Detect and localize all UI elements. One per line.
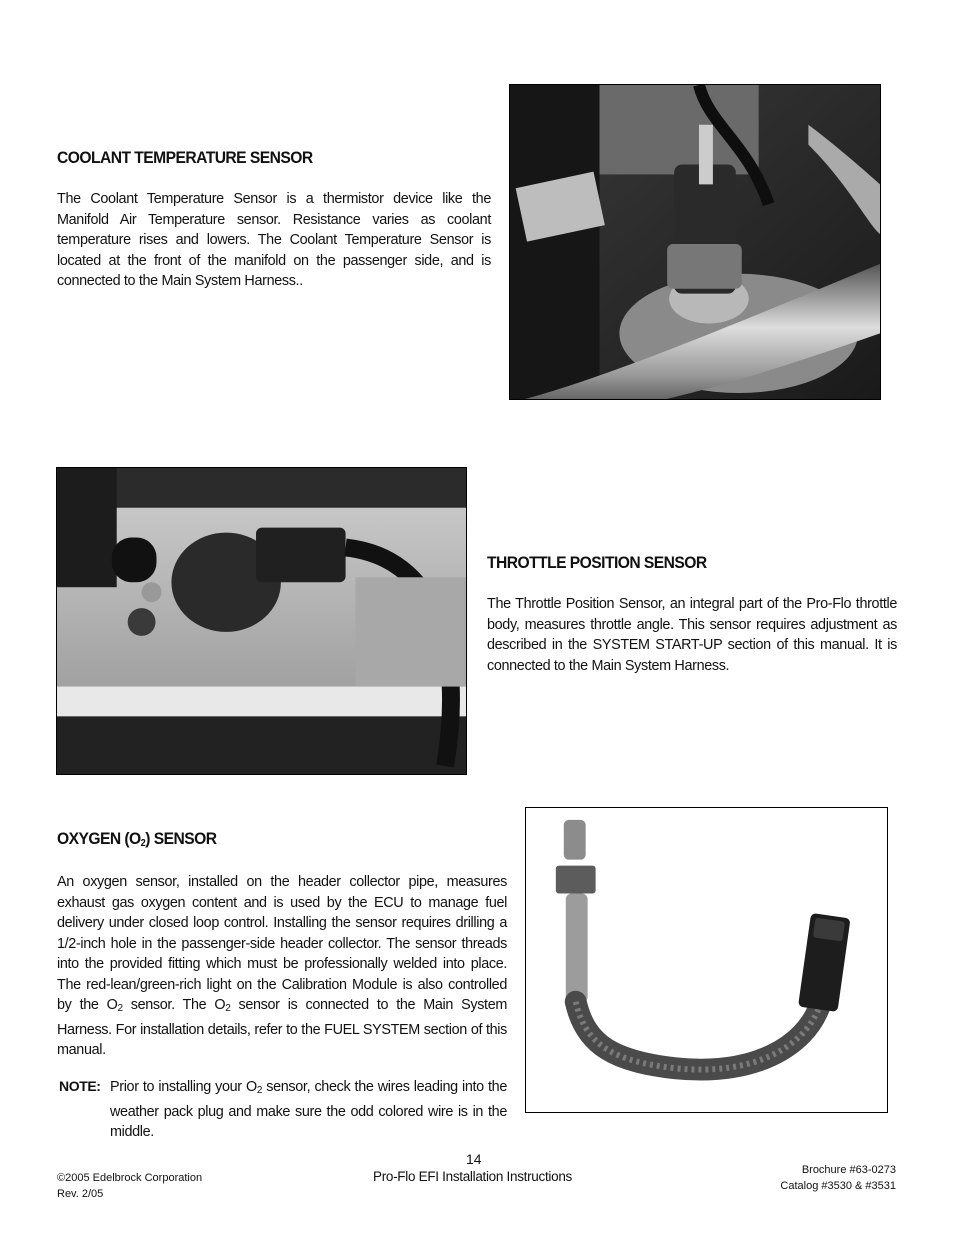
note-sub: 2 bbox=[256, 1085, 263, 1096]
note-label: NOTE: bbox=[59, 1078, 101, 1094]
oxygen-text-2: sensor. The O bbox=[122, 997, 226, 1013]
oxygen-heading-post: ) SENSOR bbox=[145, 829, 217, 848]
footer-right bbox=[780, 1162, 896, 1194]
oxygen-text-3: sensor is connected to the Main System Harness. For installation details, refer to the FUEL SYSTEM section of this manual. bbox=[57, 997, 507, 1058]
footer-left bbox=[57, 1170, 202, 1202]
oxygen-text-sub-1: 2 bbox=[117, 1003, 123, 1014]
oxygen-heading bbox=[57, 829, 216, 849]
throttle-paragraph: The Throttle Position Sensor, an integral part of the Pro-Flo throttle body, measures throttle angle. This sensor requires adjustment as described in the SYSTEM START-UP section of this manual. It is connected to the Main System Harness. bbox=[487, 596, 897, 674]
oxygen-text-sub-2: 2 bbox=[225, 1003, 231, 1014]
catalog-number: Catalog #3530 & #3531 bbox=[780, 1180, 896, 1192]
coolant-sensor-photo bbox=[509, 84, 881, 400]
oxygen-heading-sub: 2 bbox=[140, 838, 146, 849]
oxygen-text-1: An oxygen sensor, installed on the header collector pipe, measures exhaust gas oxygen content and is used by the ECU to manage fuel delivery under closed loop control. Installing the sensor requires drilling a 1/2-inch hole in the passenger-side header collector. The sensor threads into the provided fitting which must be professionally welded into place. The red-lean/green-rich light on the Calibration Module is also controlled by the O bbox=[57, 874, 507, 1013]
coolant-heading: COOLANT TEMPERATURE SENSOR bbox=[57, 148, 313, 167]
page-number: 14 bbox=[466, 1151, 482, 1167]
brochure-number: Brochure #63-0273 bbox=[801, 1164, 896, 1176]
copyright: ©2005 Edelbrock Corporation bbox=[57, 1172, 203, 1184]
oxygen-heading-pre: OXYGEN (O bbox=[57, 829, 141, 848]
throttle-sensor-photo bbox=[56, 467, 467, 775]
footer-title: Pro-Flo EFI Installation Instructions bbox=[373, 1169, 572, 1184]
oxygen-sensor-photo bbox=[525, 807, 888, 1113]
oxygen-paragraph bbox=[57, 872, 507, 1061]
note-paragraph bbox=[110, 1077, 507, 1143]
revision: Rev. 2/05 bbox=[57, 1188, 104, 1200]
throttle-heading: THROTTLE POSITION SENSOR bbox=[487, 553, 707, 572]
note-text-2: sensor, check the wires leading into the weather pack plug and make sure the odd colored wire is in the middle. bbox=[110, 1079, 507, 1140]
note-text-1: Prior to installing your O bbox=[110, 1079, 257, 1095]
coolant-paragraph: The Coolant Temperature Sensor is a thermistor device like the Manifold Air Temperature sensor. Resistance varies as coolant temperature rises and lowers. The Coolant Temperature Sensor is located at the front of the manifold on the passenger side, and is connected to the Main System Harness.. bbox=[57, 191, 491, 289]
